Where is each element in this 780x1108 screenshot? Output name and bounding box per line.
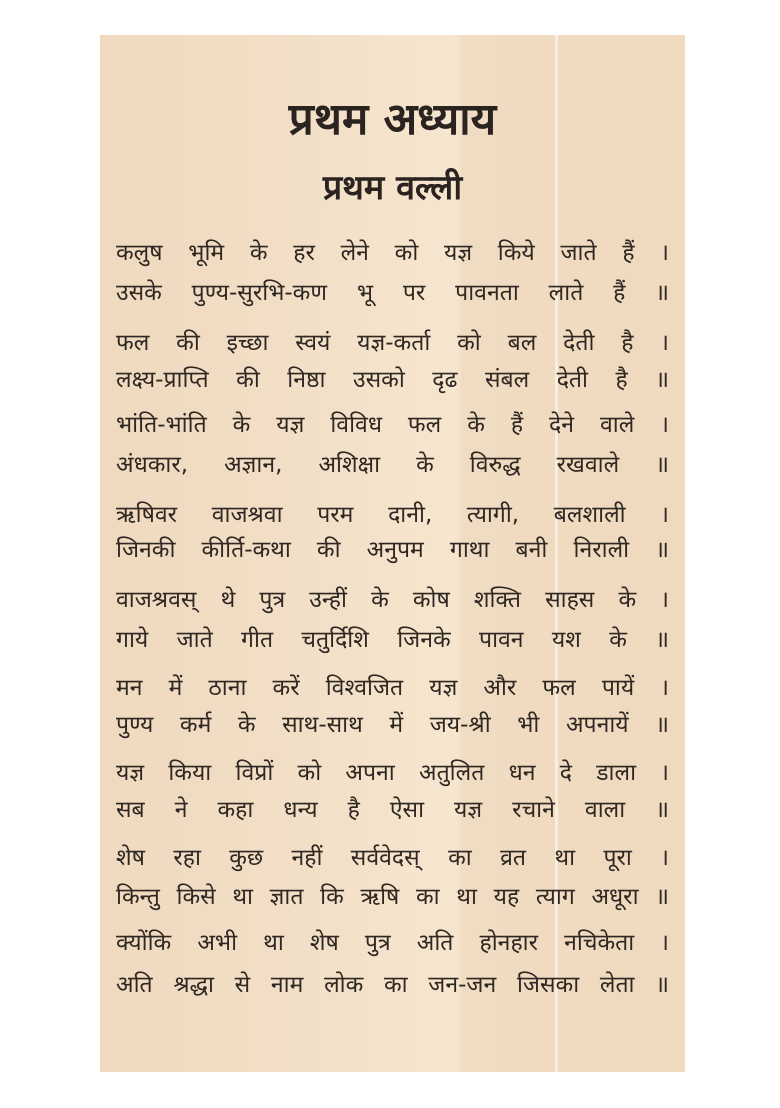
scanned-page bbox=[100, 35, 685, 1072]
verse-line: गाये जाते गीत चतुर्दिशि जिनके पावन यश के ॥ bbox=[116, 627, 669, 653]
verse-line: जिनकी कीर्ति-कथा की अनुपम गाथा बनी निराली ॥ bbox=[116, 537, 669, 563]
section-subheading: प्रथम वल्ली bbox=[322, 168, 463, 208]
verse-line: उसके पुण्य-सुरभि-कण भू पर पावनता लाते हैं ॥ bbox=[116, 280, 669, 306]
verse-line: भांति-भांति के यज्ञ विविध फल के हैं देने वाले । bbox=[116, 412, 669, 438]
verse-line: लक्ष्य-प्राप्ति की निष्ठा उसको दृढ संबल देती है ॥ bbox=[116, 367, 669, 393]
verse-line: पुण्य कर्म के साथ-साथ में जय-श्री भी अपनायें ॥ bbox=[116, 712, 669, 738]
verse-line: सब ने कहा धन्य है ऐसा यज्ञ रचाने वाला ॥ bbox=[116, 797, 669, 823]
verse-line: क्योंकि अभी था शेष पुत्र अति होनहार नचिकेता । bbox=[116, 930, 669, 956]
verse-line: अंधकार, अज्ञान, अशिक्षा के विरुद्ध रखवाले ॥ bbox=[116, 452, 669, 478]
verse-line: यज्ञ किया विप्रों को अपना अतुलित धन दे डाला । bbox=[116, 760, 669, 786]
verse-line: मन में ठाना करें विश्वजित यज्ञ और फल पायें । bbox=[116, 675, 669, 701]
verse-line: अति श्रद्धा से नाम लोक का जन-जन जिसका लेता ॥ bbox=[116, 972, 669, 998]
verse-line: कलुष भूमि के हर लेने को यज्ञ किये जाते हैं । bbox=[116, 240, 669, 266]
verse-line: ऋषिवर वाजश्रवा परम दानी, त्यागी, बलशाली । bbox=[116, 502, 669, 528]
chapter-heading: प्रथम अध्याय bbox=[288, 94, 497, 145]
verse-line: फल की इच्छा स्वयं यज्ञ-कर्ता को बल देती है । bbox=[116, 330, 669, 356]
verse-line: किन्तु किसे था ज्ञात कि ऋषि का था यह त्याग अधूरा ॥ bbox=[116, 884, 669, 910]
verse-line: वाजश्रवस् थे पुत्र उन्हीं के कोष शक्ति साहस के । bbox=[116, 587, 669, 613]
verse-line: शेष रहा कुछ नहीं सर्ववेदस् का व्रत था पूरा । bbox=[116, 845, 669, 871]
